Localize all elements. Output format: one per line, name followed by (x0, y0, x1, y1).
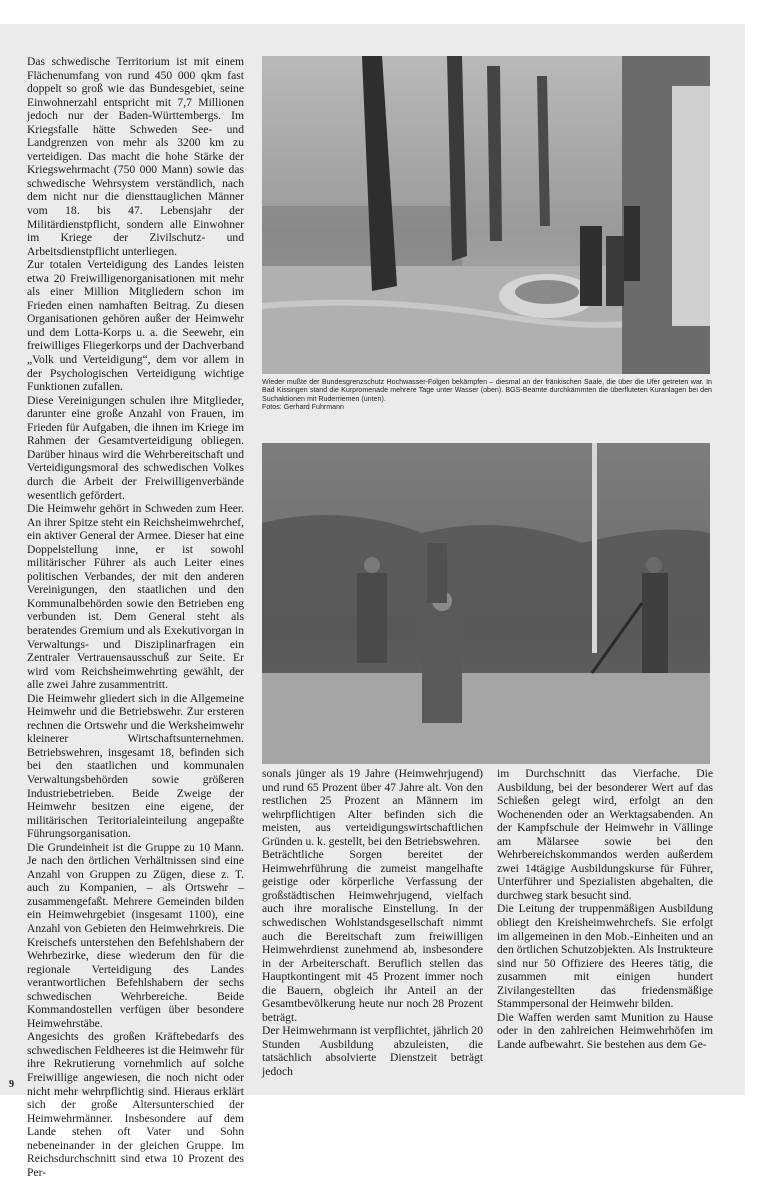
paragraph: Das schwedische Territorium ist mit einem Flächenumfang von rund 450 000 qkm fast doppelt so groß wie das Bundesgebiet, seine Einwohnerzahl entspricht mit 7,7 Millionen jedoch nur der Baden-Württembergs. Im Kriegsfalle hätte Schweden See- und Landgrenzen von mehr als 3200 km zu verteidigen. Das macht die hohe Stärke der Kriegswehrmacht (750 000 Mann) sowie das schwedische Wehrsystem verständlich, nach dem nicht nur die diensttauglichen Männer vom 18. bis 47. Lebensjahr der Militärdienstpflicht, sondern alle Einwohner im Kriege der Zivilschutz- und Arbeitsdienstpflicht unterliegen. (27, 55, 244, 258)
paragraph: Die Waffen werden samt Munition zu Hause oder in den zahlreichen Heimwehrhöfen im Lande aufbewahrt. Sie bestehen aus dem Ge- (497, 1010, 713, 1051)
middle-text-column (262, 767, 483, 1079)
flood-promenade-image (262, 56, 710, 374)
paragraph: Zur totalen Verteidigung des Landes leisten etwa 20 Freiwilligenorganisationen mit mehr als einer Million Mitgliedern schon im Frieden einen namhaften Beitrag. Zu diesen Organisationen gehören außer der Heimwehr und dem Lotta-Korps u. a. die Seewehr, ein freiwilliges Fliegerkorps und der Dachverband „Volk und Verteidigung“, dem vor allem in der Psychologischen Verteidigung wichtige Funktionen zufallen. (27, 258, 244, 394)
paragraph: Beträchtliche Sorgen bereitet der Heimwehrführung die zumeist mangelhafte geistige oder körperliche Verfassung der großstädtischen Heimwehrjugend, vielfach auch ihre moralische Einstellung. In der schwedischen Wohlstandsgesellschaft nimmt auch die Bereitschaft zum freiwilligen Heimwehrdienst zunehmend ab, insbesondere in der Arbeiterschaft. Beruflich stellen das Hauptkontingent mit 45 Prozent immer noch die Bauern, obgleich ihr Anteil an der Gesamtbevölkerung heute nur noch 28 Prozent beträgt. (262, 848, 483, 1024)
photo-caption (262, 378, 712, 412)
page-number: 9 (9, 1079, 14, 1090)
paragraph: Angesichts des großen Kräftebedarfs des schwedischen Feldheeres ist die Heimwehr für ihre Rekrutierung vornehmlich auf solche Freiwillige angewiesen, die noch nicht oder nicht mehr wehrpflichtig sind. Hieraus erklärt sich der große Altersunterschied der Heimwehrmänner. Insbesondere auf dem Lande stehen oft Vater und Sohn nebeneinander in der gleichen Gruppe. Im Reichsdurchschnitt sind etwa 10 Prozent des Per- (27, 1030, 244, 1179)
flood-search-image (262, 443, 710, 764)
left-text-column (27, 55, 244, 1179)
caption-text: Wieder mußte der Bundesgrenzschutz Hochwasser-Folgen bekämpfen – diesmal an der fränkischen Saale, die über die Ufer getreten war. In Bad Kissingen stand die Kurpromenade mehrere Tage unter Wasser (oben). BGS-Beamte durchkämmten die überfluteten Kuranlagen bei den Suchaktionen mit Ruderriemen (unten). (262, 378, 712, 403)
flood-photo-bottom (262, 443, 710, 764)
paragraph: Die Heimwehr gehört in Schweden zum Heer. An ihrer Spitze steht ein Reichsheimwehrchef, ein aktiver General der Armee. Dieser hat eine Doppelstellung inne, er ist sowohl militärischer Führer als auch Leiter eines politischen Verbandes, der mit den anderen Vereinigungen, den staatlichen und den Kommunalbehörden sowie den Betrieben eng verbunden ist. Dem General steht als beratendes Gremium und als Exekutivorgan in Verwaltungs- und Disziplinarfragen ein Zentraler Vertrauensausschuß zur Seite. Er wird vom Reichsheimwehrting gewählt, der alle zwei Jahre zusammentritt. (27, 502, 244, 692)
photo-credit: Fotos: Gerhard Fuhrmann (262, 403, 345, 412)
magazine-page (0, 24, 745, 1179)
paragraph: Die Grundeinheit ist die Gruppe zu 10 Mann. Je nach den örtlichen Verhältnissen sind eine Anzahl von Gruppen zu Zügen, diese z. T. auch zu Kompanien, – als Ortswehr – zusammengefaßt. Mehrere Gemeinden bilden ein Heimwehrgebiet (insgesamt 1100), eine Anzahl von Gebieten den Heimwehrkreis. Die Kreischefs unterstehen den Befehlshabern der Wehrbezirke, diese wiederum den für die regionale Verteidigung des Landes verantwortlichen Befehlshabern der sechs schwedischen Wehrbereiche. Beide Kommandostellen verfügen über besondere Heimwehrstäbe. (27, 840, 244, 1030)
paragraph: Diese Vereinigungen schulen ihre Mitglieder, darunter eine große Anzahl von Frauen, im Frieden für Aufgaben, die ihnen im Kriege im Rahmen der Gesamtverteidigung obliegen. Darüber hinaus wird die Wehrbereitschaft und Verteidigungsmoral des schwedischen Volkes durch die Arbeit der Freiwilligenverbände wesentlich gefördert. (27, 393, 244, 502)
right-text-column (497, 767, 713, 1051)
paragraph: sonals jünger als 19 Jahre (Heimwehrjugend) und rund 65 Prozent über 47 Jahre alt. Von den restlichen 25 Prozent an Männern im wehrpflichtigen Alter befinden sich die meisten, aus verteidigungswirtschaftlichen Gründen u. k. gestellt, bei den Betriebswehren. (262, 767, 483, 848)
paragraph: Der Heimwehrmann ist verpflichtet, jährlich 20 Stunden Ausbildung abzuleisten, die tatsächlich absolvierte Dienstzeit beträgt jedoch (262, 1024, 483, 1079)
flood-photo-top (262, 56, 710, 374)
paragraph: Die Leitung der truppenmäßigen Ausbildung obliegt den Kreisheimwehrchefs. Sie erfolgt im allgemeinen in den Mob.-Einheiten und an den örtlichen Schutzobjekten. Als Instrukteure sind nur 50 Offiziere des Heeres tätig, die zusammen mit einigen hundert Zivilangestellten das friedensmäßige Stammpersonal der Heimwehr bilden. (497, 902, 713, 1011)
paragraph: Die Heimwehr gliedert sich in die Allgemeine Heimwehr und die Betriebswehr. Zur ersteren rechnen die Ortswehr und die Werksheimwehr kleinerer Wirtschaftsunternehmen. Betriebswehren, insgesamt 18, befinden sich bei den staatlichen und kommunalen Verwaltungsbehörden sowie größeren Industriebetrieben. Beide Zweige der Heimwehr besitzen eine eigene, der militärischen Teritorialeinteilung angepaßte Führungsorganisation. (27, 691, 244, 841)
paragraph: im Durchschnitt das Vierfache. Die Ausbildung, bei der besonderer Wert auf das Schießen gelegt wird, erfolgt an den Wochenenden oder an Werktagsabenden. An der Kampfschule der Heimwehr in Vällinge am Mälarsee sowie bei den Wehrbereichskommandos werden außerdem zwei 14tägige Ausbildungskurse für Führer, Unterführer und Spezialisten abgehalten, die durchweg stark besucht sind. (497, 767, 713, 902)
